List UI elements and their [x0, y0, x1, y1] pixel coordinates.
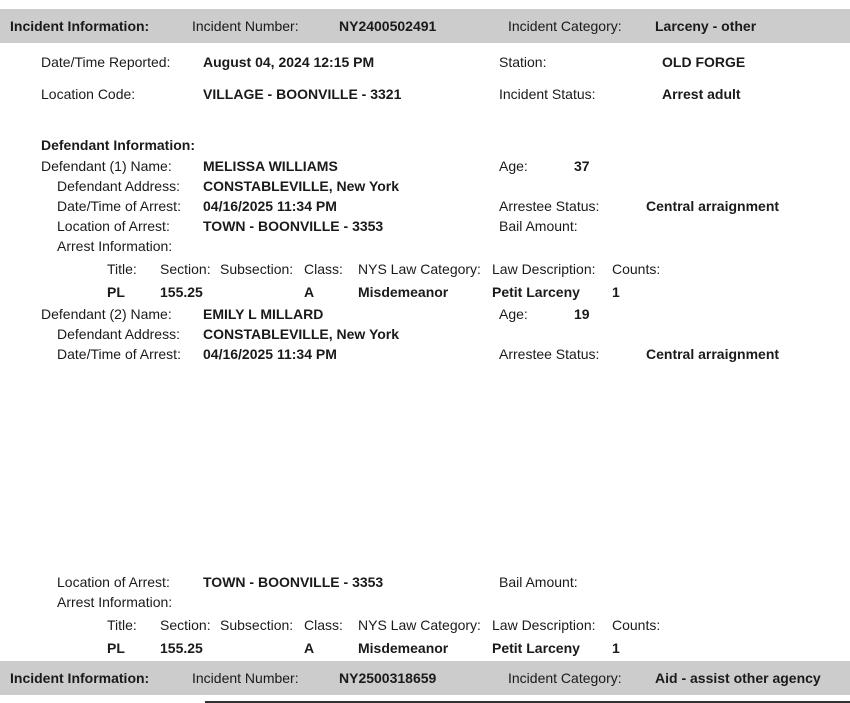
charge-class: A	[304, 640, 315, 656]
charge-law-category-header: NYS Law Category:	[358, 261, 481, 277]
arrest-location-label: Location of Arrest:	[57, 574, 170, 590]
charge-class-header: Class:	[304, 261, 343, 277]
charge-law-description: Petit Larceny	[492, 640, 580, 656]
charge-law-description-header: Law Description:	[492, 261, 596, 277]
defendant-address: CONSTABLEVILLE, New York	[203, 178, 400, 194]
charge-counts: 1	[612, 640, 620, 656]
arrestee-status-label: Arrestee Status:	[499, 346, 600, 362]
charge-law-category: Misdemeanor	[358, 284, 449, 300]
defendant-address: CONSTABLEVILLE, New York	[203, 326, 400, 342]
arrest-date-label: Date/Time of Arrest:	[57, 198, 181, 214]
arrest-location: TOWN - BOONVILLE - 3353	[203, 574, 384, 590]
arrest-date: 04/16/2025 11:34 PM	[203, 198, 337, 214]
incident-header-bar	[0, 661, 850, 695]
defendant-name-label: Defendant (2) Name:	[41, 306, 172, 322]
defendant-name: EMILY L MILLARD	[203, 306, 324, 322]
incident-category-label: Incident Category:	[508, 670, 622, 686]
arrest-location-label: Location of Arrest:	[57, 218, 170, 234]
arrest-info-label: Arrest Information:	[57, 238, 173, 254]
incident-number-label: Incident Number:	[192, 670, 299, 686]
station-label: Station:	[499, 54, 547, 70]
incident-number: NY2400502491	[339, 18, 437, 34]
date-reported-label: Date/Time Reported:	[41, 54, 171, 70]
arrest-date: 04/16/2025 11:34 PM	[203, 346, 337, 362]
incident-number-label: Incident Number:	[192, 18, 299, 34]
charge-counts-header: Counts:	[612, 617, 661, 633]
arrest-location: TOWN - BOONVILLE - 3353	[203, 218, 384, 234]
charge-law-description: Petit Larceny	[492, 284, 580, 300]
arrestee-status: Central arraignment	[646, 346, 780, 362]
defendant-name-label: Defendant (1) Name:	[41, 158, 172, 174]
charge-title-header: Title:	[107, 261, 137, 277]
incident-info-label: Incident Information:	[10, 18, 150, 34]
incident-category: Larceny - other	[655, 18, 757, 34]
charge-section-header: Section:	[160, 261, 211, 277]
charge-title: PL	[107, 284, 125, 300]
charge-title-header: Title:	[107, 617, 137, 633]
age-label: Age:	[499, 158, 528, 174]
charge-section-header: Section:	[160, 617, 211, 633]
charge-title: PL	[107, 640, 125, 656]
location-code-label: Location Code:	[41, 86, 136, 102]
incident-status-label: Incident Status:	[499, 86, 596, 102]
bail-amount-label: Bail Amount:	[499, 218, 578, 234]
station-value: OLD FORGE	[662, 54, 746, 70]
charge-counts-header: Counts:	[612, 261, 661, 277]
incident-category-label: Incident Category:	[508, 18, 622, 34]
incident-number: NY2500318659	[339, 670, 437, 686]
charge-class: A	[304, 284, 315, 300]
defendant-address-label: Defendant Address:	[57, 178, 180, 194]
age-label: Age:	[499, 306, 528, 322]
arrest-info-label: Arrest Information:	[57, 594, 173, 610]
arrestee-status: Central arraignment	[646, 198, 780, 214]
arrest-date-label: Date/Time of Arrest:	[57, 346, 181, 362]
charge-section: 155.25	[160, 284, 203, 300]
arrestee-status-label: Arrestee Status:	[499, 198, 600, 214]
charge-law-category: Misdemeanor	[358, 640, 449, 656]
incident-info-label: Incident Information:	[10, 670, 150, 686]
defendant-address-label: Defendant Address:	[57, 326, 180, 342]
incident-category: Aid - assist other agency	[655, 670, 821, 686]
incident-header-bar	[0, 9, 850, 43]
charge-class-header: Class:	[304, 617, 343, 633]
defendant-section-title: Defendant Information:	[41, 137, 195, 153]
charge-subsection-header: Subsection:	[220, 261, 294, 277]
incident-status: Arrest adult	[662, 86, 741, 102]
age-value: 37	[574, 158, 590, 174]
charge-counts: 1	[612, 284, 620, 300]
charge-law-description-header: Law Description:	[492, 617, 596, 633]
charge-subsection-header: Subsection:	[220, 617, 294, 633]
charge-section: 155.25	[160, 640, 203, 656]
bail-amount-label: Bail Amount:	[499, 574, 578, 590]
location-code: VILLAGE - BOONVILLE - 3321	[203, 86, 402, 102]
age-value: 19	[574, 306, 590, 322]
date-reported: August 04, 2024 12:15 PM	[203, 54, 375, 70]
defendant-name: MELISSA WILLIAMS	[203, 158, 338, 174]
charge-law-category-header: NYS Law Category:	[358, 617, 481, 633]
